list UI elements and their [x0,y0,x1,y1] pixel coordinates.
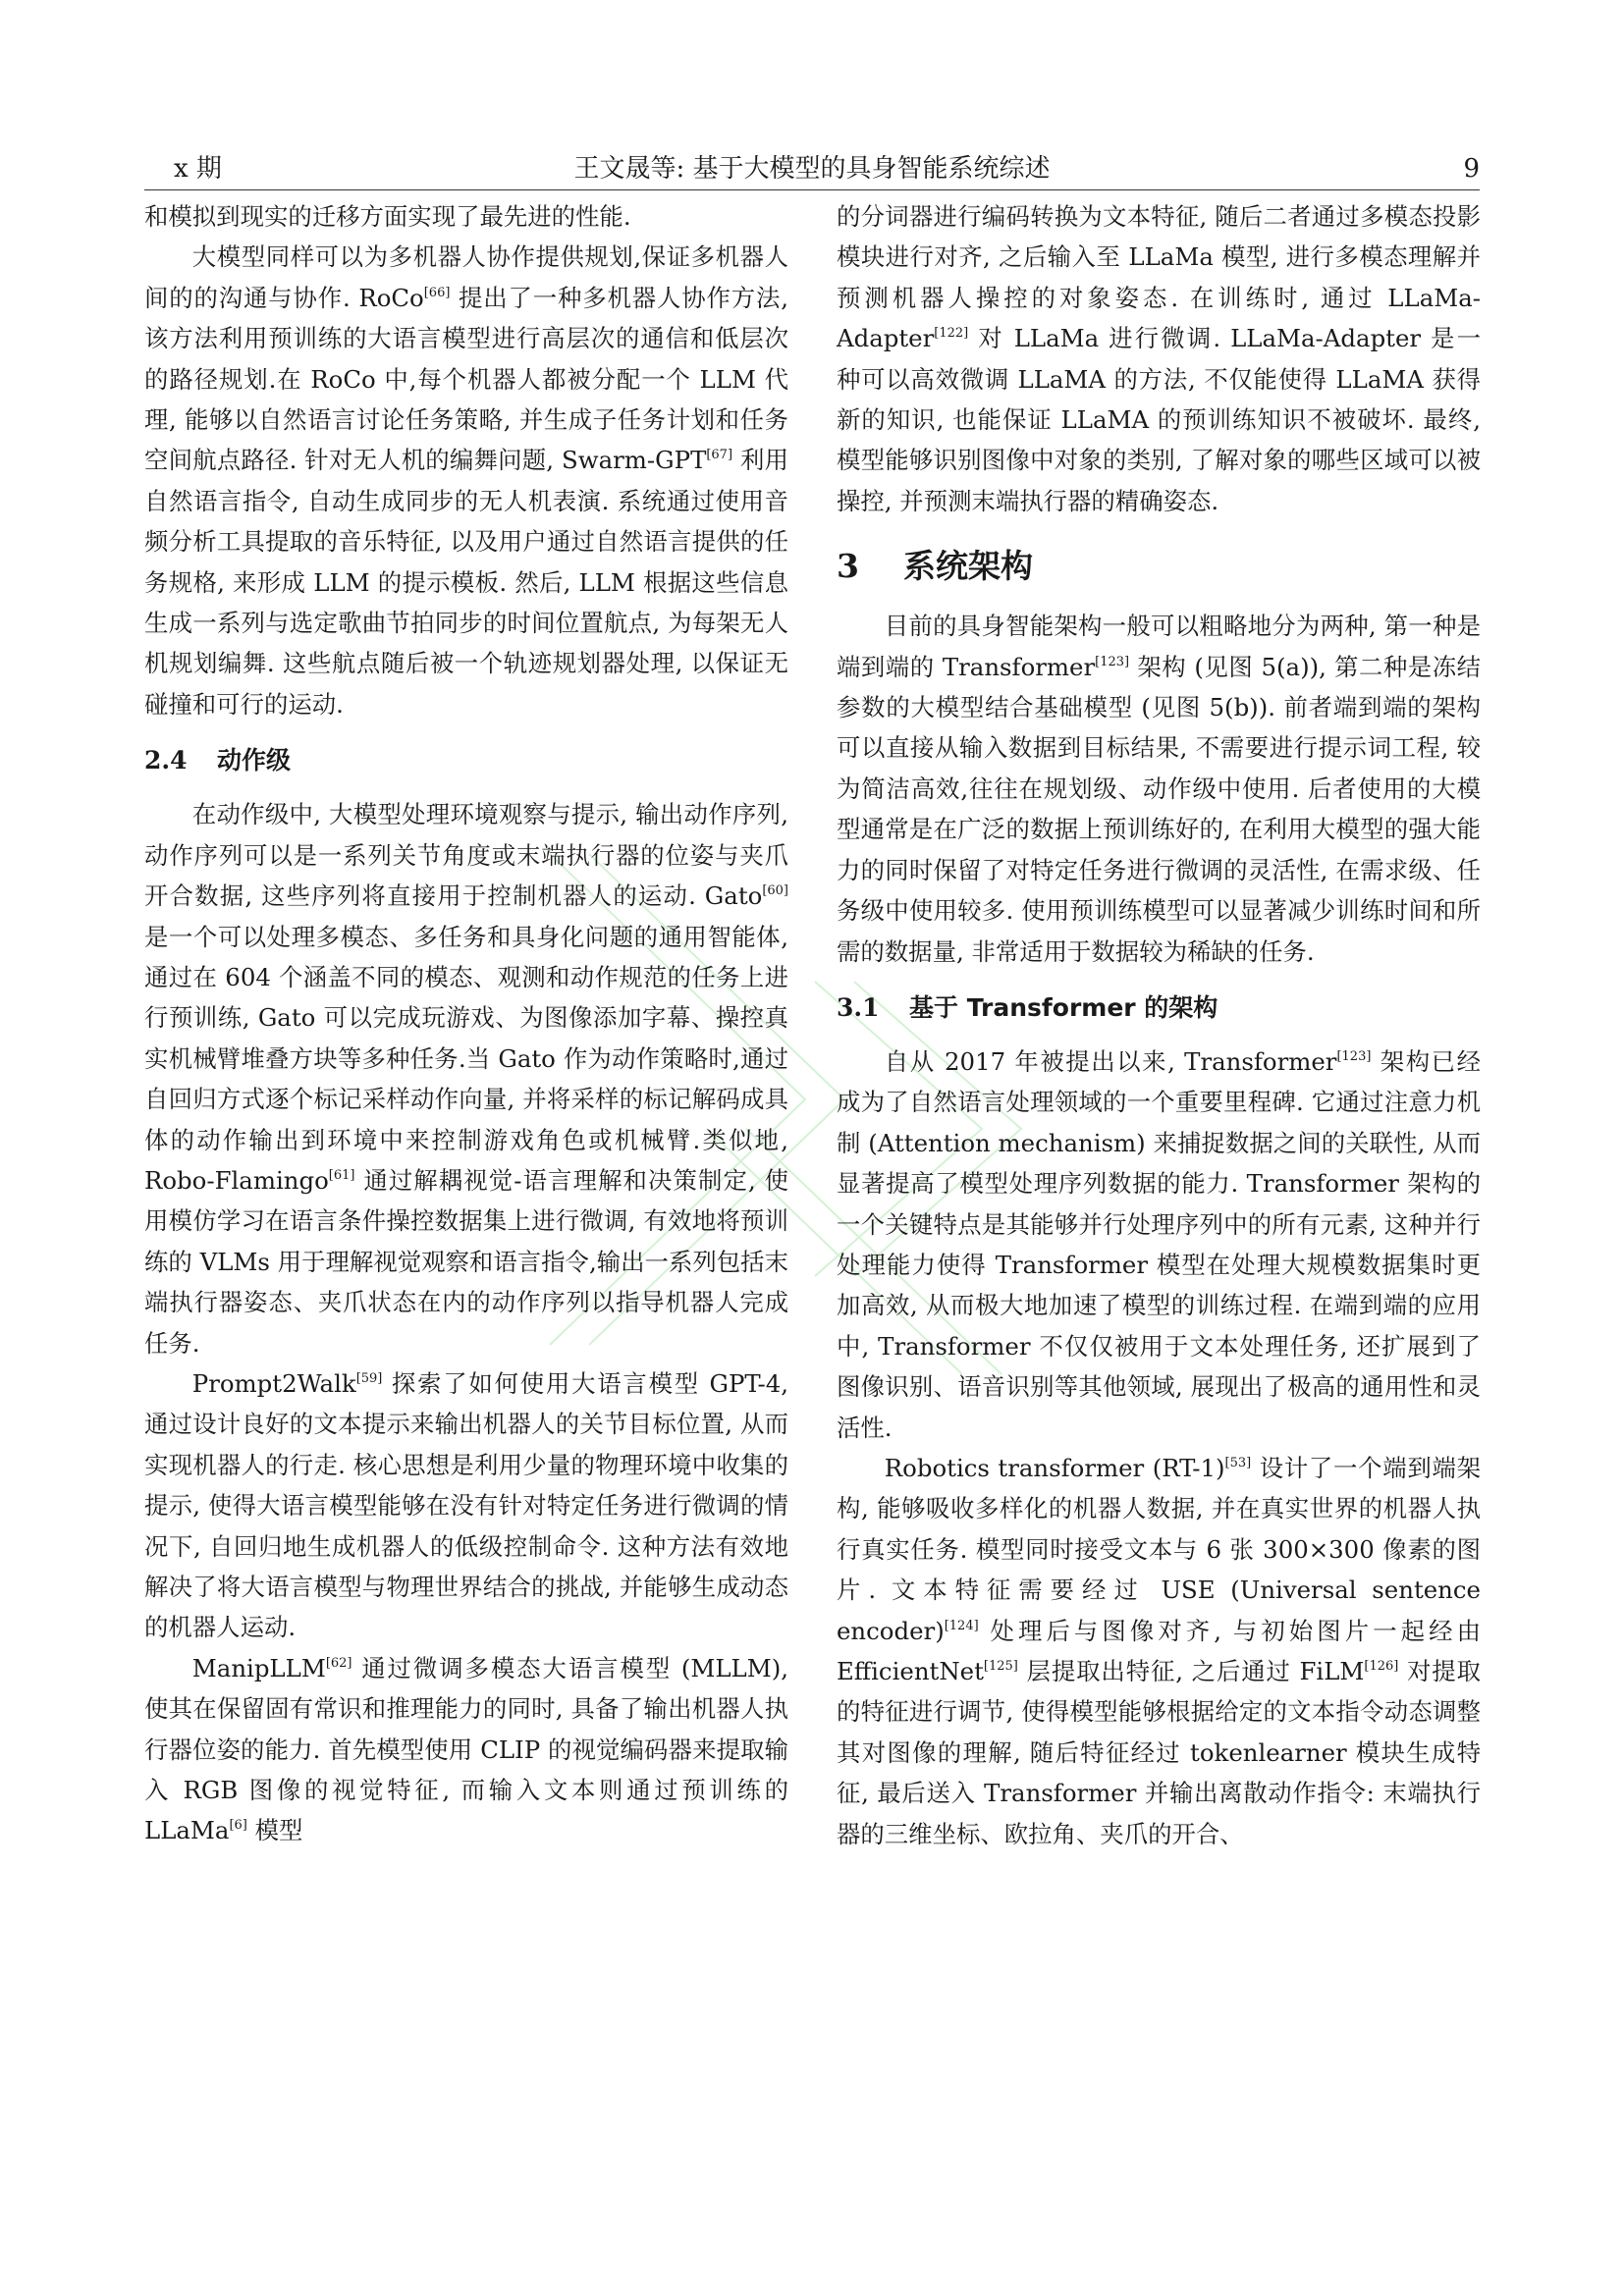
citation: [123] [1336,1048,1372,1064]
paragraph: 目前的具身智能架构一般可以粗略地分为两种, 第一种是端到端的 Transformer[123] 架构 (见图 5(a)), 第二种是冻结参数的大模型结合基础模型 (见图 5(b)). 前者端到端的架构可以直接从输入数据到目标结果, 不需要进行提示词工程, 较为简洁高效,往往在规划级、动作级中使用. 后者使用的大模型通常是在广泛的数据上预训练好的, 在利用大模型的强大能力的同时保留了对特定任务进行微调的灵活性, 在需求级、任务级中使用较多. 使用预训练模型可以显著减少训练时间和所需的数据量, 非常适用于数据较为稀缺的任务. [837,612,1481,966]
citation: [62] [325,1655,352,1671]
citation: [122] [934,326,969,342]
running-header [144,147,1480,190]
subsection-heading: 2.4 动作级 [144,746,292,775]
citation: [126] [1364,1659,1399,1674]
paragraph: 和模拟到现实的迁移方面实现了最先进的性能. [144,202,631,231]
section-heading: 3 系统架构 [837,547,1033,586]
citation: [60] [762,883,788,899]
paragraph: Prompt2Walk[59] 探索了如何使用大语言模型 GPT-4, 通过设计良好的文本提示来输出机器人的关节目标位置, 从而实现机器人的行走. 核心思想是利用少量的物理环境中收集的提示, 使得大语言模型能够在没有针对特定任务进行微调的情况下, 自回归地生成机器人的低级控制命令. 这种方法有效地解决了将大语言模型与物理世界结合的挑战, 并能够生成动态的机器人运动. [144,1368,788,1642]
paragraph: 的分词器进行编码转换为文本特征, 随后二者通过多模态投影模块进行对齐, 之后输入至 LLaMa 模型, 进行多模态理解并预测机器人操控的对象姿态. 在训练时, 通过 LLaMa-Adapter[122] 对 LLaMa 进行微调. LLaMa-Adapter 是一种可以高效微调 LLaMA 的方法, 不仅能使得 LLaMA 获得新的知识, 也能保证 LLaMA 的预训练知识不被破坏. 最终, 模型能够识别图像中对象的类别, 了解对象的哪些区域可以被操控, 并预测末端执行器的精确姿态. [837,202,1481,515]
left-column [144,196,788,1851]
paragraph: 大模型同样可以为多机器人协作提供规划,保证多机器人间的的沟通与协作. RoCo[66] 提出了一种多机器人协作方法, 该方法利用预训练的大语言模型进行高层次的通信和低层次的路径规划.在 RoCo 中,每个机器人都被分配一个 LLM 代理, 能够以自然语言讨论任务策略, 并生成子任务计划和任务空间航点路径. 针对无人机的编舞问题, Swarm-GPT[67] 利用自然语言指令, 自动生成同步的无人机表演. 系统通过使用音频分析工具提取的音乐特征, 以及用户通过自然语言提供的任务规格, 来形成 LLM 的提示模板. 然后, LLM 根据这些信息生成一系列与选定歌曲节拍同步的时间位置航点, 为每架无人机规划编舞. 这些航点随后被一个轨迹规划器处理, 以保证无碰撞和可行的运动. [144,242,788,719]
subsection-heading: 3.1 基于 Transformer 的架构 [837,992,1218,1022]
citation: [59] [355,1370,383,1386]
citation: [124] [944,1618,979,1633]
citation: [67] [706,448,733,463]
citation: [66] [423,285,451,300]
citation: [53] [1224,1455,1252,1470]
running-title: 王文晟等: 基于大模型的具身智能系统综述 [573,154,1051,184]
citation: [125] [983,1659,1018,1674]
citation: [61] [328,1167,355,1183]
paragraph: 自从 2017 年被提出以来, Transformer[123] 架构已经成为了自然语言处理领域的一个重要里程碑. 它通过注意力机制 (Attention mechanism) 来捕捉数据之间的关联性, 从而显著提高了模型处理序列数据的能力. Transformer 架构的一个关键特点是其能够并行处理序列中的所有元素, 这种并行处理能力使得 Transformer 模型在处理大规模数据集时更加高效, 从而极大地加速了模型的训练过程. 在端到端的应用中, Transformer 不仅仅被用于文本处理任务, 还扩展到了图像识别、语音识别等其他领域, 展现出了极高的通用性和灵活性. [837,1046,1481,1442]
page-number: 9 [1463,154,1480,184]
paragraph: ManipLLM[62] 通过微调多模态大语言模型 (MLLM), 使其在保留固有常识和推理能力的同时, 具备了输出机器人执行器位姿的能力. 首先模型使用 CLIP 的视觉编码器来提取输入 RGB 图像的视觉特征, 而输入文本则通过预训练的 LLaMa[6] 模型 [144,1653,788,1845]
right-column [837,196,1481,1854]
issue-label: x 期 [174,154,222,184]
citation: [6] [229,1818,247,1834]
paragraph: Robotics transformer (RT-1)[53] 设计了一个端到端架构, 能够吸收多样化的机器人数据, 并在真实世界的机器人执行真实任务. 模型同时接受文本与 6 张 300×300 像素的图片. 文本特征需要经过 USE (Universal sentence encoder)[124] 处理后与图像对齐, 与初始图片一起经由 EfficientNet[125] 层提取出特征, 之后通过 FiLM[126] 对提取的特征进行调节, 使得模型能够根据给定的文本指令动态调整其对图像的理解, 随后特征经过 tokenlearner 模块生成特征, 最后送入 Transformer 并输出离散动作指令: 末端执行器的三维坐标、欧拉角、夹爪的开合、 [837,1453,1481,1848]
citation: [123] [1095,654,1130,669]
header-rule [144,189,1480,190]
paragraph: 在动作级中, 大模型处理环境观察与提示, 输出动作序列, 动作序列可以是一系列关节角度或末端执行器的位姿与夹爪开合数据, 这些序列将直接用于控制机器人的运动. Gato[60] 是一个可以处理多模态、多任务和具身化问题的通用智能体, 通过在 604 个涵盖不同的模态、观测和动作规范的任务上进行预训练, Gato 可以完成玩游戏、为图像添加字幕、操控真实机械臂堆叠方块等多种任务.当 Gato 作为动作策略时,通过自回归方式逐个标记采样动作向量, 并将采样的标记解码成具体的动作输出到环境中来控制游戏角色或机械臂.类似地, Robo-Flamingo[61] 通过解耦视觉-语言理解和决策制定, 使用模仿学习在语言条件操控数据集上进行微调, 有效地将预训练的 VLMs 用于理解视觉观察和语言指令,输出一系列包括末端执行器姿态、夹爪状态在内的动作序列以指导机器人完成任务. [144,800,788,1358]
